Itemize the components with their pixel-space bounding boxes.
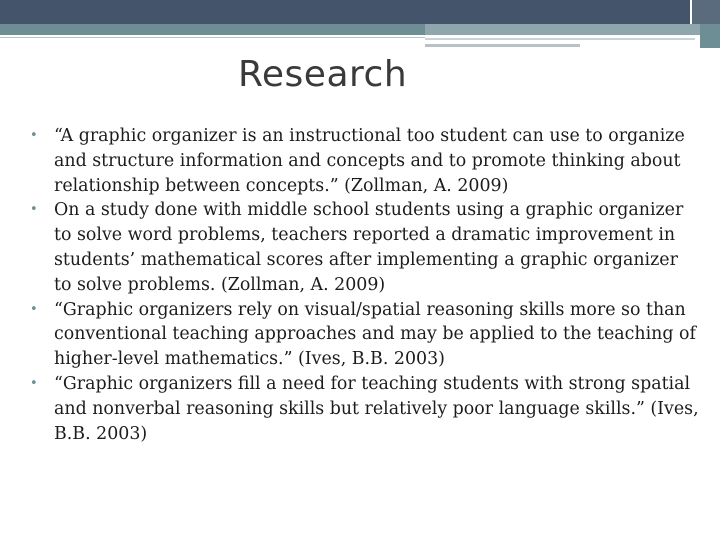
header-rule-left [0, 37, 425, 38]
header-band-dark [0, 0, 690, 24]
bullet-item [28, 298, 700, 372]
bullet-text: “A graphic organizer is an instructional too student can use to organize and structure information and concepts and to promote thinking about relationship between concepts.” (Zollman, A. 2009) [54, 126, 685, 196]
bullet-text: “Graphic organizers rely on visual/spatial reasoning skills more so than conventional teaching approaches and may be applied to the teaching of higher-level mathematics.” (Ives, B.B. 2003) [54, 299, 696, 370]
bullet-item [28, 198, 700, 297]
header-band-teal-light [425, 24, 720, 35]
bullet-marker-icon: • [30, 375, 38, 391]
slide-title: Research [238, 54, 408, 95]
bullet-list [28, 124, 700, 446]
bullet-item [28, 372, 700, 446]
header-band-teal-end [700, 24, 720, 48]
bullet-marker-icon: • [30, 301, 38, 317]
bullet-marker-icon: • [30, 202, 38, 218]
bullet-text: “Graphic organizers fill a need for teaching students with strong spatial and nonverbal reasoning skills but relatively poor language skills.” (Ives, B.B. 2003) [54, 373, 699, 444]
bullet-text: On a study done with middle school students using a graphic organizer to solve word problems, teachers reported a dramatic improvement in students’ mathematical scores after implementing a graphic organizer to solve problems. (Zollman, A. 2009) [54, 200, 684, 295]
bullet-item [28, 124, 700, 198]
header-rule-right [425, 38, 695, 40]
header-band-dark-right [692, 0, 720, 24]
bullet-marker-icon: • [30, 128, 38, 143]
header-rule-gray [425, 44, 580, 47]
